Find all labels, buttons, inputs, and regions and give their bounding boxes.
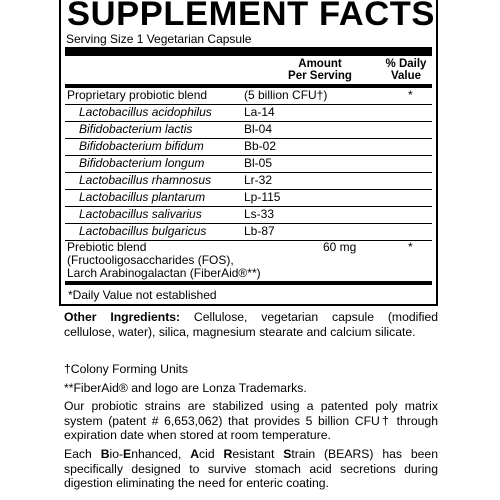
bears-initial: B xyxy=(100,447,110,461)
dv-header-line1: % Daily xyxy=(385,58,427,70)
strain-code: Bb-02 xyxy=(244,139,277,153)
strain-code: Ls-33 xyxy=(244,207,275,221)
blend-dv: * xyxy=(408,88,413,102)
strain-name: Bifidobacterium longum xyxy=(79,156,205,170)
strain-code: Bl-05 xyxy=(244,156,273,170)
strain-name: Lactobacillus salivarius xyxy=(79,207,202,221)
blend-name: Proprietary probiotic blend xyxy=(67,88,208,102)
patent-statement: Our probiotic strains are stabilized using a patented poly matrix system (patent # 6,653,062) that provides 5 billion CFU† through expiration date when stored at room temperature. xyxy=(64,399,438,442)
prebiotic-detail: Larch Arabinogalactan (FiberAid®**) xyxy=(67,266,261,280)
strain-name: Lactobacillus rhamnosus xyxy=(79,173,212,187)
strain-name: Bifidobacterium bifidum xyxy=(79,139,204,153)
strain-code: Lp-115 xyxy=(244,190,281,204)
strain-code: La-14 xyxy=(244,105,275,119)
strain-name: Lactobacillus plantarum xyxy=(79,190,206,204)
dv-header-line2: Value xyxy=(390,70,422,82)
trademark-note: **FiberAid® and logo are Lonza Trademarks. xyxy=(64,381,307,395)
strain-name: Lactobacillus acidophilus xyxy=(79,105,212,119)
strain-name: Bifidobacterium lactis xyxy=(79,122,193,136)
prebiotic-name: Prebiotic blend xyxy=(67,240,147,254)
prebiotic-dv: * xyxy=(408,240,413,254)
cfu-note: †Colony Forming Units xyxy=(64,362,188,376)
panel-title: SUPPLEMENT FACTS xyxy=(67,0,436,33)
bears-text: train (BEARS) has been specifically designed to survive stomach acid secretions during digestion eliminating the need for enteric coating. xyxy=(64,447,438,490)
daily-value-header xyxy=(377,58,435,82)
bears-text: esistant xyxy=(232,447,284,461)
amount-header xyxy=(275,58,365,82)
daily-value-note: *Daily Value not established xyxy=(68,288,217,302)
amount-header-line1: Amount xyxy=(298,58,342,70)
amount-header-line2: Per Serving xyxy=(288,70,352,82)
thick-divider xyxy=(65,47,432,56)
other-ingredients-label: Other Ingredients: xyxy=(64,310,181,324)
other-ingredients xyxy=(64,310,438,339)
bears-text: Each xyxy=(64,447,101,461)
bears-text: nhanced, xyxy=(131,447,191,461)
other-ingredients-text: Cellulose, vegetarian capsule (modified cellulose, water), silica, magnesium stearate and calcium silicate. xyxy=(64,310,439,339)
supplement-facts-panel xyxy=(59,0,438,306)
bears-initial: E xyxy=(123,447,132,461)
bears-initial: A xyxy=(190,447,200,461)
strain-code: Bl-04 xyxy=(244,122,273,136)
bears-initial: R xyxy=(223,447,233,461)
serving-size: Serving Size 1 Vegetarian Capsule xyxy=(66,32,252,46)
bears-text: io- xyxy=(109,447,124,461)
bears-statement xyxy=(64,447,438,491)
strain-name: Lactobacillus bulgaricus xyxy=(79,224,207,238)
footer-divider xyxy=(65,281,432,285)
bears-initial: S xyxy=(283,447,292,461)
blend-amount: (5 billion CFU†) xyxy=(244,88,328,102)
prebiotic-detail: (Fructooligosaccharides (FOS), xyxy=(67,253,234,267)
strain-code: Lr-32 xyxy=(244,173,273,187)
prebiotic-amount: 60 mg xyxy=(323,240,357,254)
strain-code: Lb-87 xyxy=(244,224,275,238)
bears-text: cid xyxy=(199,447,224,461)
